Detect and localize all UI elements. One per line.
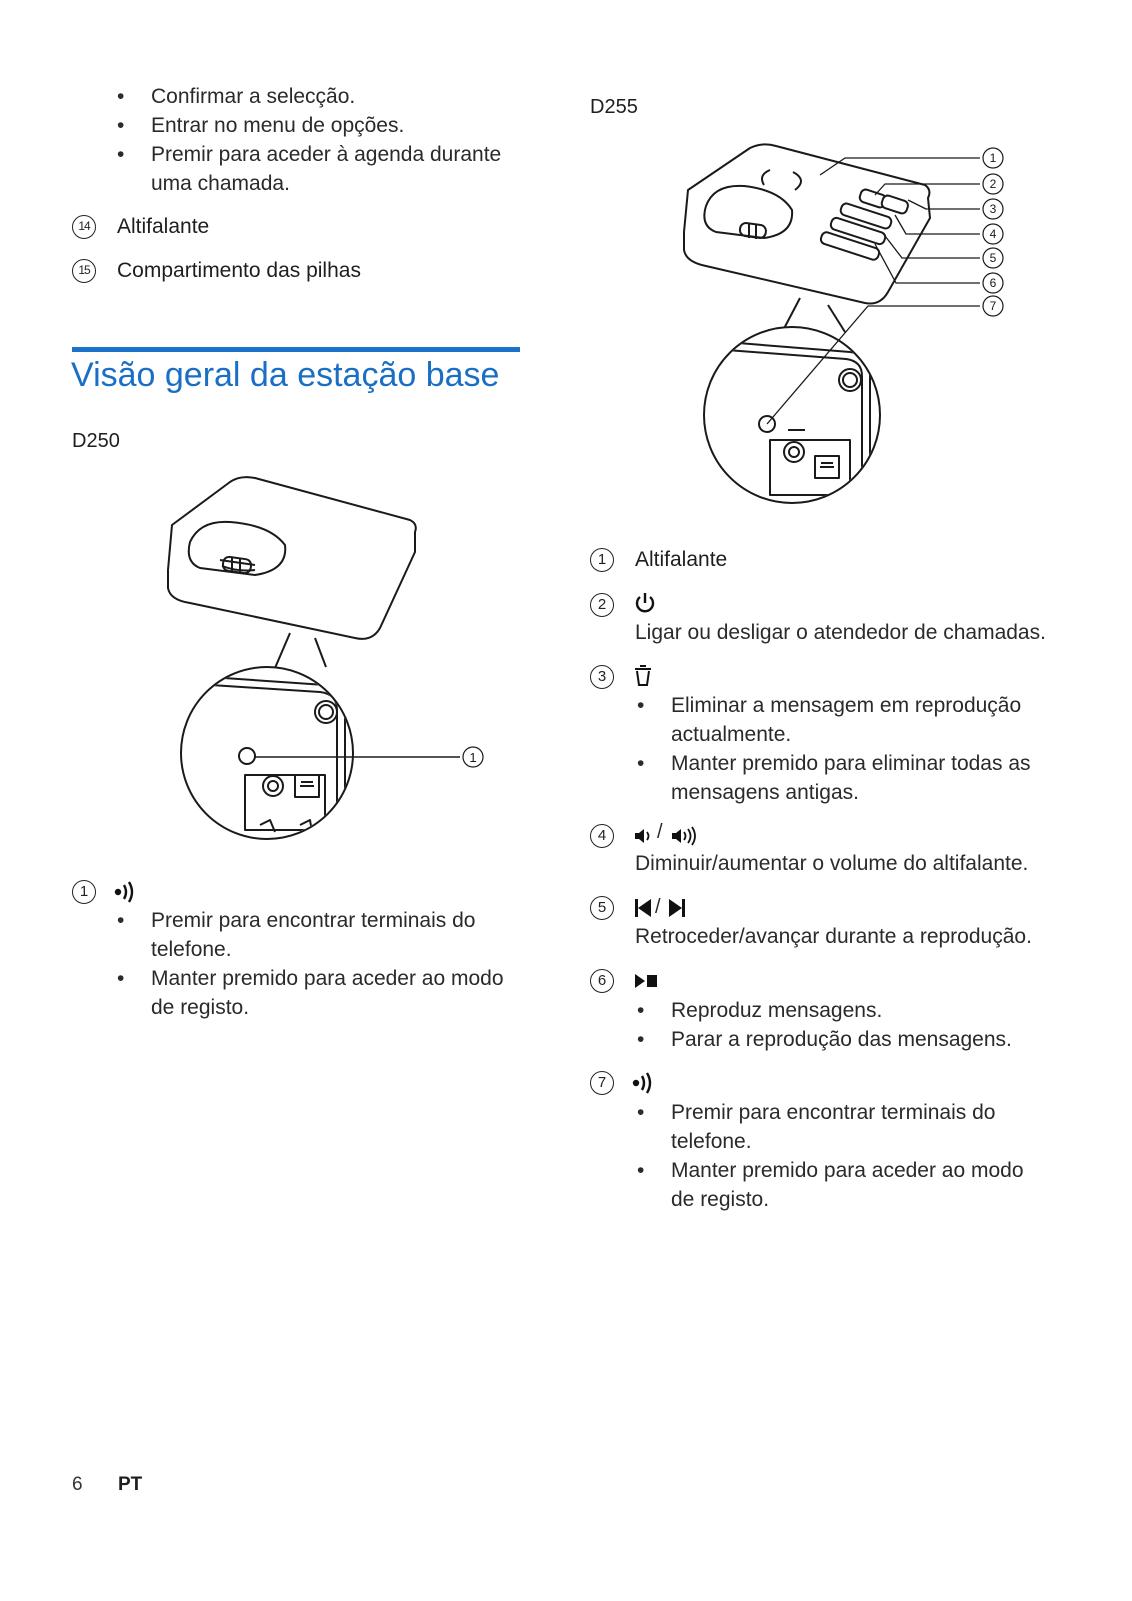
diagram-callout-number: 1 — [469, 750, 477, 765]
item-label: Compartimento das pilhas — [117, 259, 361, 282]
item-number-badge: 1 — [590, 548, 614, 572]
item-description: Diminuir/aumentar o volume do altifalante. — [635, 852, 1029, 875]
item-number-badge: 7 — [590, 1071, 614, 1095]
item-number-badge: 1 — [72, 880, 96, 904]
item-number-badge: 2 — [590, 593, 614, 617]
language-code: PT — [118, 1474, 143, 1495]
d255-base-station-diagram — [670, 140, 1020, 510]
diagram-callout-number: 2 — [989, 177, 997, 191]
diagram-callout-number: 1 — [989, 151, 997, 165]
item-description: Retroceder/avançar durante a reprodução. — [635, 925, 1032, 948]
paging-icon — [631, 1071, 657, 1095]
item-number-badge: 14 — [72, 215, 96, 239]
diagram-callout-number: 3 — [989, 202, 997, 216]
item-label: Altifalante — [117, 215, 210, 238]
model-label: D250 — [72, 430, 120, 452]
volume-down-icon — [633, 826, 657, 846]
model-label: D255 — [590, 96, 638, 118]
item-number-badge: 6 — [590, 969, 614, 993]
skip-forward-icon — [667, 897, 687, 919]
diagram-callout-number: 6 — [989, 276, 997, 290]
delete-icon — [632, 663, 654, 689]
section-rule — [72, 347, 520, 352]
icon-separator: / — [655, 896, 661, 918]
diagram-callout-number: 7 — [989, 299, 997, 313]
diagram-callout-number: 5 — [989, 251, 997, 265]
play-stop-icon — [633, 971, 659, 991]
d250-base-station-diagram — [160, 470, 500, 850]
page-number: 6 — [72, 1474, 83, 1495]
diagram-callout-number: 4 — [989, 227, 997, 241]
icon-separator: / — [657, 821, 663, 843]
item-number-badge: 5 — [590, 896, 614, 920]
volume-up-icon — [670, 826, 700, 846]
item-label: Altifalante — [635, 548, 728, 571]
power-icon — [633, 591, 657, 615]
item-number-badge: 3 — [590, 665, 614, 689]
item-description: Ligar ou desligar o atendedor de chamadas. — [635, 621, 1046, 644]
item-number-badge: 4 — [590, 824, 614, 848]
paging-icon — [113, 880, 139, 904]
item-number-badge: 15 — [72, 259, 96, 283]
section-title: Visão geral da estação base — [71, 356, 500, 394]
skip-back-icon — [633, 897, 653, 919]
